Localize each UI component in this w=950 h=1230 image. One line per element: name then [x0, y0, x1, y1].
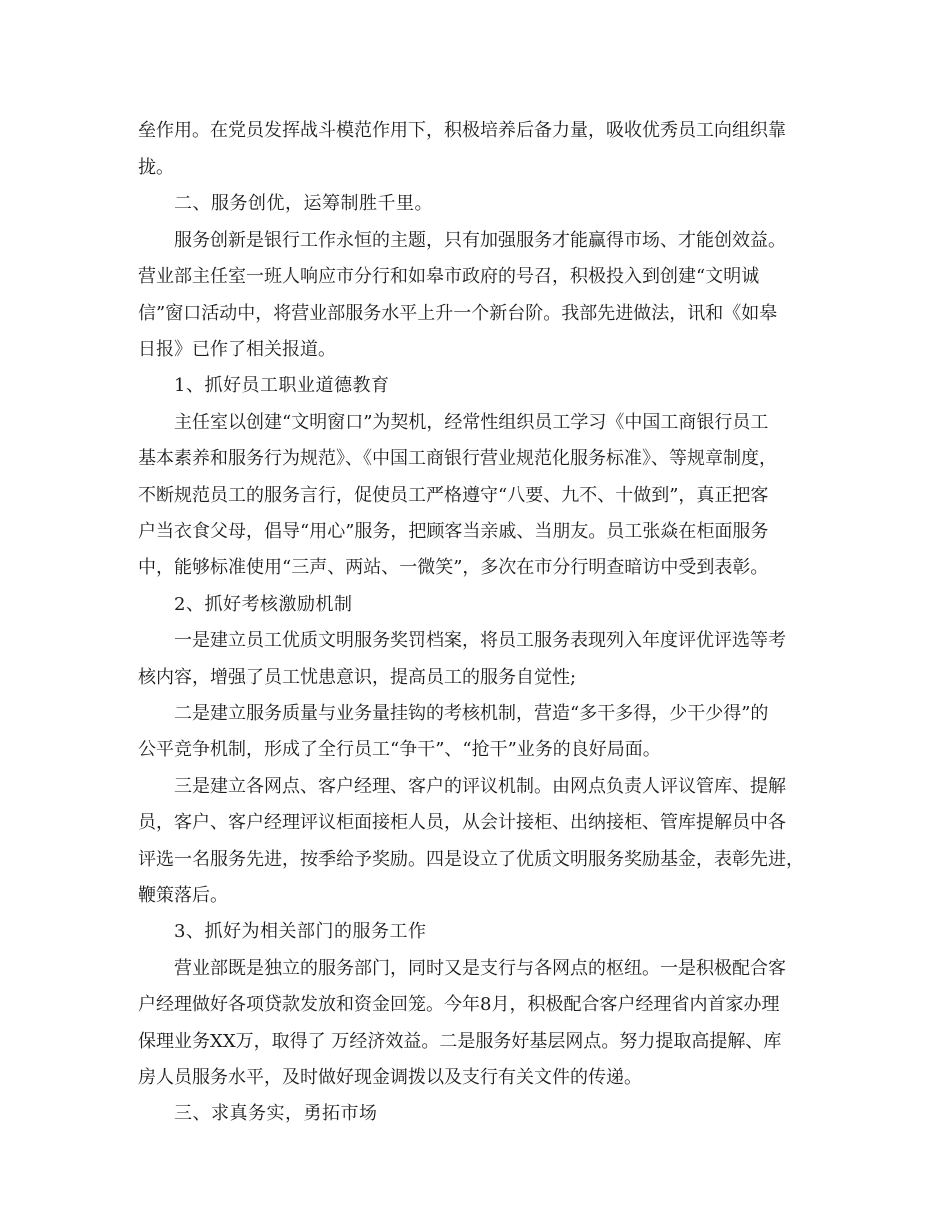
section-heading: 二、服务创优，运筹制胜千里。 — [174, 193, 433, 214]
paragraph-line: 营业部既是独立的服务部门，同时又是支行与各网点的枢纽。一是积极配合客 — [174, 958, 786, 979]
paragraph-line: 信”窗口活动中，将营业部服务水平上升一个新台阶。我部先进做法，讯和《如皋 — [138, 303, 778, 324]
paragraph-line: 户经理做好各项贷款发放和资金回笼。今年8月，积极配合客户经理省内首家办理 — [138, 994, 780, 1015]
subsection-heading: 3、抓好为相关部门的服务工作 — [174, 921, 427, 942]
paragraph-line: 二是建立服务质量与业务量挂钩的考核机制，营造“多干多得，少干少得”的 — [174, 703, 769, 724]
paragraph-line: 三是建立各网点、客户经理、客户的评议机制。由网点负责人评议管库、提解 — [174, 776, 786, 797]
paragraph-line: 房人员服务水平，及时做好现金调拨以及支行有关文件的传递。 — [138, 1067, 642, 1088]
paragraph-line: 不断规范员工的服务言行，促使员工严格遵守“八要、九不、十做到”，真正把客 — [138, 485, 769, 506]
paragraph-line: 核内容，增强了员工忧患意识，提高员工的服务自觉性; — [138, 667, 577, 688]
paragraph-line: 户当衣食父母，倡导“用心”服务，把顾客当亲戚、当朋友。员工张焱在柜面服务 — [138, 521, 769, 542]
paragraph-line: 保理业务XX万，取得了 万经济效益。二是服务好基层网点。努力提取高提解、库 — [138, 1031, 782, 1052]
paragraph-line: 一是建立员工优质文明服务奖罚档案，将员工服务表现列入年度评优评选等考 — [174, 630, 786, 651]
paragraph-line: 基本素养和服务行为规范》、《中国工商银行营业规范化服务标准》、等规章制度， — [138, 448, 777, 469]
paragraph-line: 服务创新是银行工作永恒的主题，只有加强服务才能赢得市场、才能创效益。 — [174, 230, 786, 251]
paragraph-line: 员，客户、客户经理评议柜面接柜人员，从会计接柜、出纳接柜、管库提解员中各 — [138, 812, 786, 833]
paragraph-line: 垒作用。在党员发挥战斗模范作用下，积极培养后备力量，吸收优秀员工向组织靠 — [138, 120, 786, 141]
paragraph-line: 拢。 — [138, 157, 174, 178]
paragraph-line: 鞭策落后。 — [138, 885, 228, 906]
paragraph-line: 营业部主任室一班人响应市分行和如皋市政府的号召，积极投入到创建“文明诚 — [138, 266, 760, 287]
subsection-heading: 2、抓好考核激励机制 — [174, 594, 353, 615]
paragraph-line: 主任室以创建“文明窗口”为契机，经常性组织员工学习《中国工商银行员工 — [174, 412, 769, 433]
section-heading: 三、求真务实，勇拓市场 — [174, 1103, 378, 1124]
paragraph-line: 中，能够标准使用“三声、两站、一微笑”，多次在市分行明查暗访中受到表彰。 — [138, 557, 769, 578]
paragraph-line: 评选一名服务先进，按季给予奖励。四是设立了优质文明服务奖励基金，表彰先进， — [138, 849, 804, 870]
paragraph-line: 日报》已作了相关报道。 — [138, 339, 336, 360]
paragraph-line: 公平竞争机制，形成了全行员工“争干”、“抢干”业务的良好局面。 — [138, 739, 661, 760]
subsection-heading: 1、抓好员工职业道德教育 — [174, 375, 390, 396]
